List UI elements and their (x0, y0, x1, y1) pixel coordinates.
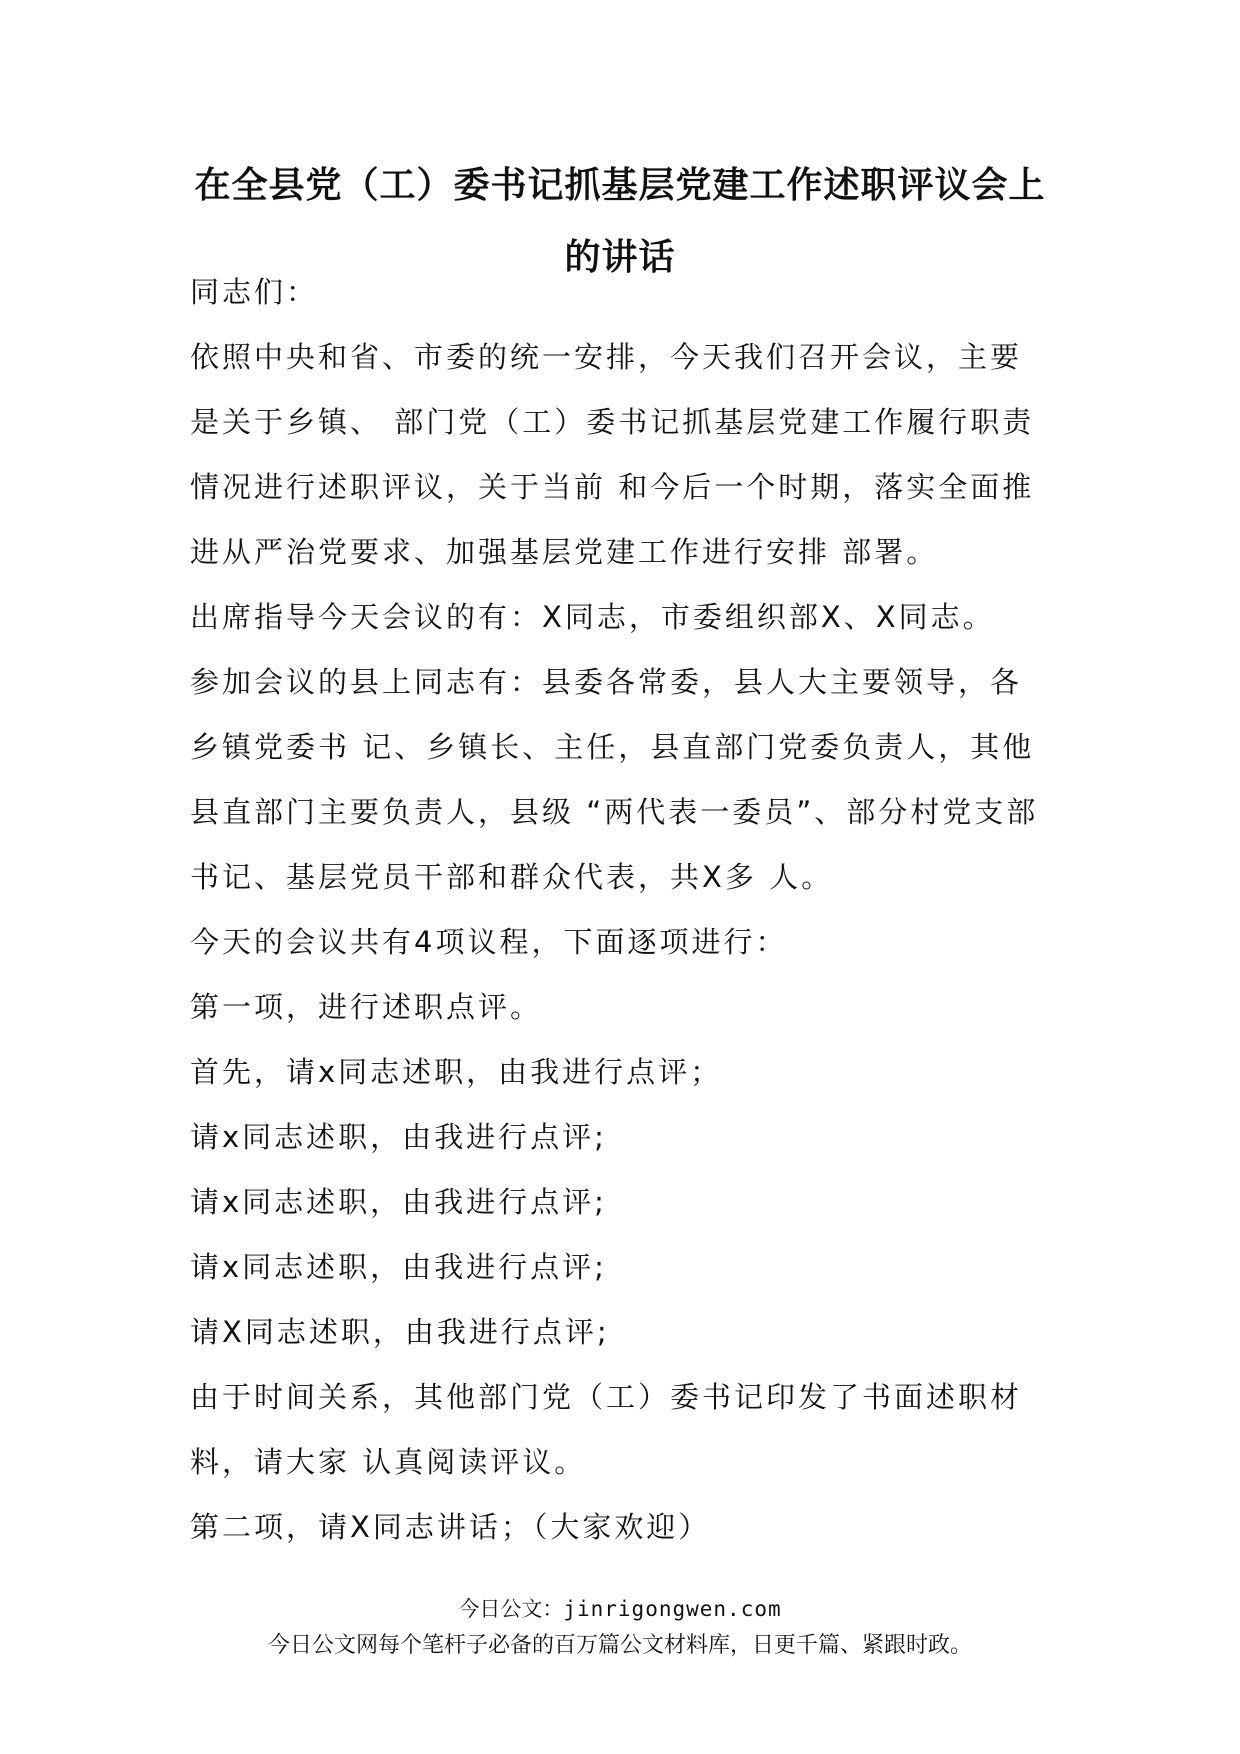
paragraph: 请x同志述职，由我进行点评; (190, 1185, 607, 1219)
footer-tagline: 今日公文网每个笔杆子必备的百万篇公文材料库，日更千篇、紧跟时政。 (267, 1633, 972, 1658)
paragraph: 第二项，请X同志讲话；（大家欢迎） (190, 1510, 711, 1544)
paragraph: 第一项，进行述职点评。 (190, 990, 543, 1024)
document-title: 在全县党（工）委书记抓基层党建工作述职评议会上的讲话 (194, 165, 1046, 278)
paragraph: 请x同志述职，由我进行点评; (190, 1250, 607, 1284)
footer-site-label: 今日公文： (458, 1597, 564, 1621)
paragraph: 今天的会议共有4项议程，下面逐项进行： (190, 925, 788, 959)
document-body (190, 260, 1050, 1560)
paragraph: 依照中央和省、市委的统一安排，今天我们召开会议，主要是关于乡镇、 部门党（工）委书记抓基层党建工作履行职责情况进行述职评议，关于当前 和今后一个时期，落实全面推进从严治党要求、加强基层党建工作进行安排 部署。 (190, 340, 1035, 569)
paragraph: 参加会议的县上同志有：县委各常委，县人大主要领导，各乡镇党委书 记、乡镇长、主任，县直部门党委负责人，其他县直部门主要负责人，县级 “两代表一委员”、部分村党支部书记、基层党员干部和群众代表，共X多 人。 (190, 665, 1039, 894)
paragraph-salutation: 同志们： (190, 275, 319, 309)
paragraph: 请x同志述职，由我进行点评; (190, 1120, 607, 1154)
footer-site (0, 1594, 1240, 1624)
paragraph: 首先，请x同志述职，由我进行点评； (190, 1055, 723, 1089)
footer-site-link[interactable]: jinrigongwen.com (563, 1597, 782, 1621)
paragraph: 出席指导今天会议的有：X同志，市委组织部X、X同志。 (190, 600, 995, 634)
paragraph: 由于时间关系，其他部门党（工）委书记印发了书面述职材料，请大家 认真阅读评议。 (190, 1380, 1023, 1479)
paragraph: 请X同志述职，由我进行点评; (190, 1315, 610, 1349)
